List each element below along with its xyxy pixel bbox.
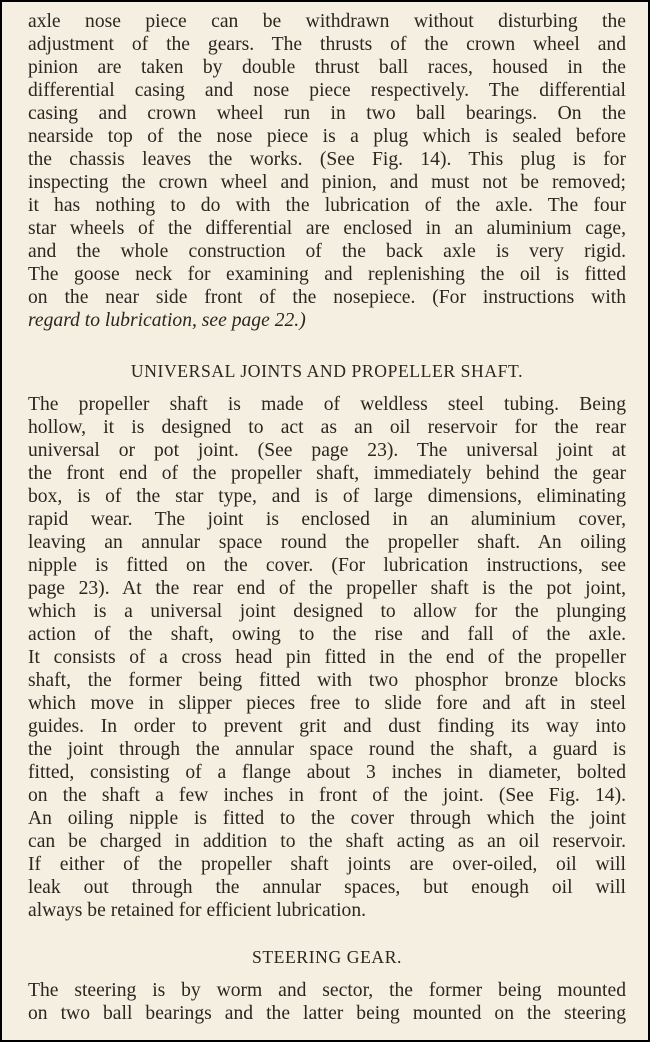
text-line: which move in slipper pieces free to slide fore and aft in steel <box>28 693 626 714</box>
text-line: can be charged in addition to the shaft acting as an oil reservoir. <box>28 831 626 852</box>
text-line: leak out through the annular spaces, but enough oil will <box>28 877 626 898</box>
paragraph-steering <box>28 979 626 1025</box>
text-line: axle nose piece can be withdrawn without disturbing the <box>28 11 626 32</box>
text-line: the joint through the annular space round the shaft, a guard is <box>28 739 626 760</box>
text-line: It consists of a cross head pin fitted in the end of the propeller <box>28 647 626 668</box>
text-line: the chassis leaves the works. (See Fig. 14). This plug is for <box>28 149 626 170</box>
text-line: If either of the propeller shaft joints are over-oiled, oil will <box>28 854 626 875</box>
text-line: on the near side front of the nosepiece. (For instructions with <box>28 287 626 308</box>
text-line: universal or pot joint. (See page 23). The universal joint at <box>28 440 626 461</box>
text-line: box, is of the star type, and is of large dimensions, eliminating <box>28 486 626 507</box>
text-line: regard to lubrication, see page 22.) <box>28 310 306 331</box>
text-line: The goose neck for examining and replenishing the oil is fitted <box>28 264 626 285</box>
text-line: star wheels of the differential are enclosed in an aluminium cage, <box>28 218 626 239</box>
text-line: on the shaft a few inches in front of the joint. (See Fig. 14). <box>28 785 626 806</box>
text-line: and the whole construction of the back axle is very rigid. <box>28 241 626 262</box>
text-line: it has nothing to do with the lubrication of the axle. The four <box>28 195 626 216</box>
text-line: pinion are taken by double thrust ball races, housed in the <box>28 57 626 78</box>
text-line: inspecting the crown wheel and pinion, and must not be removed; <box>28 172 626 193</box>
text-line: fitted, consisting of a flange about 3 inches in diameter, bolted <box>28 762 626 783</box>
text-line: leaving an annular space round the propeller shaft. An oiling <box>28 532 626 553</box>
text-line: on two ball bearings and the latter being mounted on the steering <box>28 1003 626 1024</box>
text-line: The steering is by worm and sector, the former being mounted <box>28 980 626 1001</box>
text-line: guides. In order to prevent grit and dust finding its way into <box>28 716 626 737</box>
section-heading-steering-gear: STEERING GEAR. <box>251 947 403 967</box>
text-line: nipple is fitted on the cover. (For lubrication instructions, see <box>28 555 626 576</box>
text-line: nearside top of the nose piece is a plug which is sealed before <box>28 126 626 147</box>
section-heading-universal-joints: UNIVERSAL JOINTS AND PROPELLER SHAFT. <box>130 361 524 381</box>
text-line: hollow, it is designed to act as an oil reservoir for the rear <box>28 417 626 438</box>
text-line: page 23). At the rear end of the propeller shaft is the pot joint, <box>28 578 626 599</box>
text-line: casing and crown wheel run in two ball bearings. On the <box>28 103 626 124</box>
text-line: always be retained for efficient lubrication. <box>28 900 367 921</box>
document-page <box>28 10 626 1025</box>
paragraph-propeller-shaft <box>28 393 626 922</box>
text-line: which is a universal joint designed to allow for the plunging <box>28 601 626 622</box>
text-line: An oiling nipple is fitted to the cover through which the joint <box>28 808 626 829</box>
text-line: shaft, the former being fitted with two phosphor bronze blocks <box>28 670 626 691</box>
paragraph-back-axle <box>28 10 626 332</box>
text-line: action of the shaft, owing to the rise and fall of the axle. <box>28 624 626 645</box>
text-line: the front end of the propeller shaft, immediately behind the gear <box>28 463 626 484</box>
text-line: differential casing and nose piece respectively. The differential <box>28 80 626 101</box>
text-line: The propeller shaft is made of weldless steel tubing. Being <box>28 394 626 415</box>
text-line: adjustment of the gears. The thrusts of the crown wheel and <box>28 34 626 55</box>
text-line: rapid wear. The joint is enclosed in an aluminium cover, <box>28 509 626 530</box>
